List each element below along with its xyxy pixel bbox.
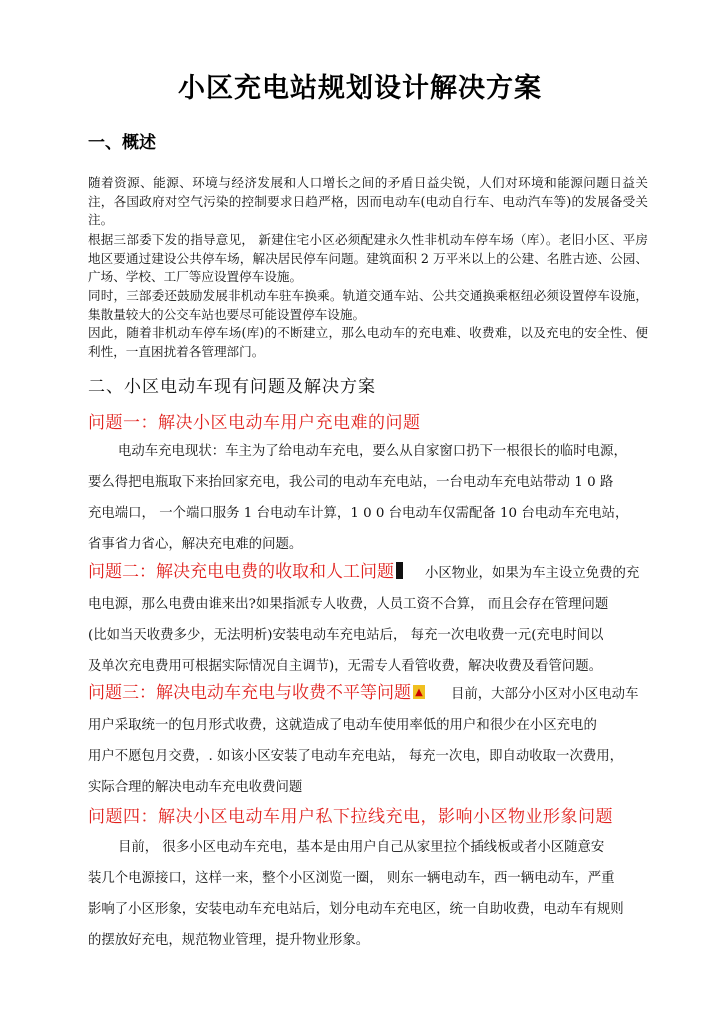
problem-1-line: 省事省力省心，解决充电难的问题。 — [88, 537, 303, 552]
problem-3-line: 用户采取统一的包月形式收费，这就造成了电动车使用率低的用户和很少在小区充电的 — [88, 718, 597, 733]
problem-4-line: 影响了小区形象，安装电动车充电站后，划分电动车充电区，统一自助收费，电动车有规则 — [88, 902, 624, 917]
problem-3-first-line — [88, 678, 648, 710]
problem-1-line: 电动车充电现状：车主为了给电动车充电，要么从自家窗口扔下一根很长的临时电源， — [118, 444, 627, 459]
problem-3-line: 实际合理的解决电动车充电收费问题 — [88, 780, 303, 795]
problem-4-line: 的摆放好充电，规范物业管理，提升物业形象。 — [88, 933, 370, 948]
problem-4-body — [88, 832, 648, 956]
problem-2-title: 问题二：解决充电电费的收取和人工问题 — [88, 562, 394, 582]
section-heading-overview: 一、概述 — [88, 133, 156, 153]
problem-1-line: 要么得把电瓶取下来抬回家充电，我公司的电动车充电站，一台电动车充电站带动 1 0 路 — [88, 475, 614, 490]
problem-3-title: 问题三：解决电动车充电与收费不平等问题 — [88, 683, 411, 703]
problem-3-line: 用户不愿包月交费，. 如该小区安装了电动车充电站， 每充一次电，即自动收取一次费用， — [88, 749, 624, 764]
section-heading-problems: 二、小区电动车现有问题及解决方案 — [88, 377, 376, 397]
problem-2-line: 电电源，那么电费由谁来出?如果指派专人收费，人员工资不合算， 而且会存在管理问题 — [88, 597, 609, 612]
problem-2-first-line — [88, 557, 648, 589]
overview-paragraph-2: 根据三部委下发的指导意见， 新建住宅小区必须配建永久性非机动车停车场（库）。老旧小区、平房地区要通过建设公共停车场，解决居民停车问题。建筑面积 2 万平米以上的公建、名胜古迹、公园、广场、学校、工厂等应设置停车设施。 — [88, 232, 648, 284]
problem-2-body — [88, 557, 648, 682]
problem-1-body — [88, 436, 648, 560]
problem-4-line: 目前， 很多小区电动车充电，基本是由用户自己从家里拉个插线板或者小区随意安 — [118, 840, 605, 855]
problem-4-line: 装几个电源接口，这样一来，整个小区浏览一圈， 则东一辆电动车，西一辆电动车，严重 — [88, 871, 615, 886]
overview-paragraph-1: 随着资源、能源、环境与经济发展和人口增长之间的矛盾日益尖锐，人们对环境和能源问题日益关注，各国政府对空气污染的控制要求日趋严格，因而电动车(电动自行车、电动汽车等)的发展备受关注。 — [88, 175, 648, 227]
problem-3-inline-text: 目前，大部分小区对小区电动车 — [451, 687, 639, 702]
problem-4-title: 问题四：解决小区电动车用户私下拉线充电，影响小区物业形象问题 — [88, 807, 613, 827]
document-title: 小区充电站规划设计解决方案 — [178, 73, 542, 104]
warning-icon: ▲ — [413, 685, 425, 699]
text-cursor-icon — [396, 562, 403, 579]
problem-2-line: 及单次充电费用可根据实际情况自主调节)，无需专人看管收费，解决收费及看管问题。 — [88, 659, 603, 674]
problem-1-title: 问题一：解决小区电动车用户充电难的问题 — [88, 413, 421, 433]
problem-3-body — [88, 678, 648, 803]
problem-2-line: (比如当天收费多少，无法明析)安装电动车充电站后， 每充一次电收费一元(充电时间以 — [88, 628, 604, 643]
problem-2-inline-text: 小区物业，如果为车主设立免费的充 — [425, 566, 640, 581]
problem-1-line: 充电端口， 一个端口服务 1 台电动车计算，1 0 0 台电动车仅需配备 10 台电动车充电站， — [88, 506, 629, 521]
overview-paragraph-4: 因此，随着非机动车停车场(库)的不断建立，那么电动车的充电难、收费难，以及充电的安全性、便利性，一直困扰着各管理部门。 — [88, 325, 648, 359]
overview-paragraph-3: 同时，三部委还鼓励发展非机动车驻车换乘。轨道交通车站、公共交通换乘枢纽必须设置停车设施，集散量较大的公交车站也要尽可能设置停车设施。 — [88, 288, 648, 322]
